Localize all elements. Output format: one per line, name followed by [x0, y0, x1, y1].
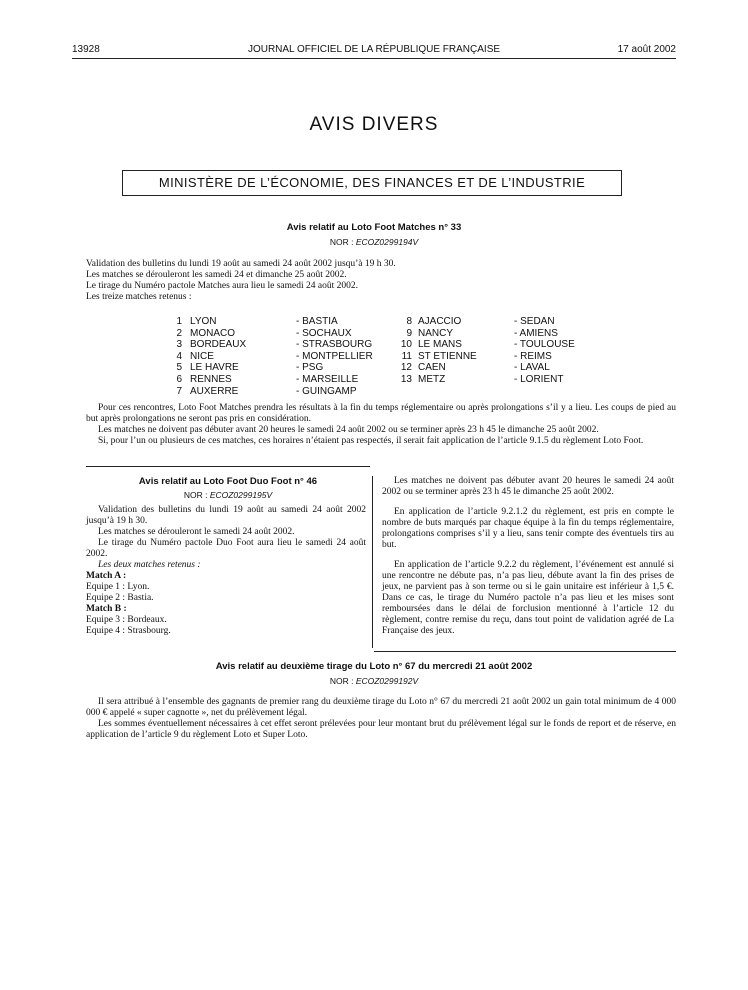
separator-rule — [374, 651, 676, 652]
paragraph: Les matches ne doivent pas débuter avant 20 heures le samedi 24 août 2002 ou se terminer après 23 h 45 le dimanche 25 août 2002. — [98, 425, 599, 435]
match-a-label: Match A : — [86, 571, 127, 581]
nor-code: ECOZ0299192V — [355, 676, 419, 686]
paragraph: En application de l’article 9.2.1.2 du règlement, est pris en compte le nombre de buts marqués par chaque équipe à la fin du temps réglementaire, prolongations comprises s’il y a lieu, sans tenir compte des éventuels tirs au but. — [382, 507, 674, 550]
match-row: 1 LYON - BASTIA — [176, 316, 338, 327]
match-row: 4 NICE - MONTPELLIER — [176, 350, 373, 362]
paragraph: Les matches se dérouleront le samedi 24 août 2002. — [98, 527, 295, 537]
journal-name: JOURNAL OFFICIEL DE LA RÉPUBLIQUE FRANÇAISE — [247, 44, 501, 55]
section2-nor — [86, 490, 370, 500]
matches-right-column — [396, 316, 594, 397]
paragraph: En application de l’article 9.2.2 du règlement, l’événement est annulé si une rencontre ne débute pas, n’a pas lieu, débute avant la fin des prises de jeux, ne parvient pas à son terme ou si le gain unitaire est inférieur à 1,5 €. Dans ce cas, le tirage du Numéro pactole n’a pas lieu et les mises sont remboursées dans le délai de forclusion mentionné à l’article 12 du règlement, contre remise du reçu, dans tout point de validation agréé de La Française des jeux. — [382, 560, 674, 636]
section2-right-text — [382, 476, 674, 637]
match-row: 5 LE HAVRE - PSG — [176, 362, 324, 374]
matches-left-column — [170, 316, 396, 397]
paragraph: Si, pour l’un ou plusieurs de ces matches, ces horaires n’étaient pas respectés, il serait fait application de l’article 9.1.5 du règlement Loto Foot. — [98, 436, 644, 446]
section3-text — [86, 697, 676, 741]
paragraph: Validation des bulletins du lundi 19 août au samedi 24 août 2002 jusqu’à 19 h 30. — [86, 259, 396, 269]
section3-title: Avis relatif au deuxième tirage du Loto n° 67 du mercredi 21 août 2002 — [215, 661, 533, 672]
match-row: 13 METZ - LORIENT — [400, 373, 564, 385]
match-row: 7 AUXERRE - GUINGAMP — [176, 385, 357, 397]
section2-left-text — [86, 505, 366, 637]
paragraph: Pour ces rencontres, Loto Foot Matches prendra les résultats à la fin du temps réglementaire ou après prolongations s’il y a lieu. Les coups de pied au but après prolongations ne seront pas pris en considération. — [86, 403, 676, 424]
match-row: 12 CAEN - LAVAL — [400, 362, 550, 374]
team-line: Equipe 4 : Strasbourg. — [86, 626, 171, 636]
page-title: AVIS DIVERS — [309, 114, 439, 135]
match-row: 6 RENNES - MARSEILLE — [176, 373, 359, 385]
team-line: Equipe 2 : Bastia. — [86, 593, 154, 603]
section1-intro — [86, 259, 676, 303]
nor-label: NOR : — [183, 490, 208, 500]
match-row: 3 BORDEAUX - STRASBOURG — [176, 339, 373, 351]
match-row: 9 NANCY - AMIENS — [406, 327, 558, 339]
section2-title: Avis relatif au Loto Foot Duo Foot n° 46 — [138, 476, 318, 487]
separator-rule — [86, 466, 370, 467]
paragraph: Il sera attribué à l’ensemble des gagnants de premier rang du deuxième tirage du Loto n° 67 du mercredi 21 août 2002 un gain total minimum de 4 000 000 € appelé « super cagnotte », net du prélèvement légal. — [86, 697, 676, 718]
match-row: 2 MONACO - SOCHAUX — [176, 327, 352, 339]
page-number: 13928 — [72, 44, 100, 55]
match-b-label: Match B : — [86, 604, 127, 614]
issue-date: 17 août 2002 — [617, 44, 676, 55]
ministry-box: MINISTÈRE DE L’ÉCONOMIE, DES FINANCES ET DE L’INDUSTRIE — [122, 170, 622, 196]
matches-table — [170, 316, 610, 397]
section1-title: Avis relatif au Loto Foot Matches n° 33 — [286, 222, 462, 233]
nor-label: NOR : — [329, 676, 354, 686]
paragraph: Les matches ne doivent pas débuter avant 20 heures le samedi 24 août 2002 ou se terminer après 23 h 45 le dimanche 25 août 2002. — [382, 476, 674, 497]
team-line: Equipe 3 : Bordeaux. — [86, 615, 167, 625]
paragraph: Les sommes éventuellement nécessaires à cet effet seront prélevées pour leur montant brut du prélèvement légal sur le fonds de report et de réserve, en application de l’article 9 du règlement Loto et Super Loto. — [86, 719, 676, 740]
section3-nor — [0, 676, 748, 686]
header-rule — [72, 58, 676, 59]
section1-rules — [86, 403, 676, 447]
paragraph: Le tirage du Numéro pactole Duo Foot aura lieu le samedi 24 août 2002. — [86, 538, 366, 559]
match-row: 8 AJACCIO - SEDAN — [406, 316, 555, 327]
paragraph: Le tirage du Numéro pactole Matches aura lieu le samedi 24 août 2002. — [86, 281, 358, 291]
match-row: 10 LE MANS - TOULOUSE — [400, 339, 575, 351]
nor-code: ECOZ0299194V — [355, 237, 419, 247]
nor-label: NOR : — [329, 237, 354, 247]
match-row: 11 ST ETIENNE - REIMS — [401, 350, 552, 362]
nor-code: ECOZ0299195V — [209, 490, 273, 500]
section1-nor — [0, 237, 748, 247]
retained-heading: Les deux matches retenus : — [98, 560, 201, 570]
team-line: Equipe 1 : Lyon. — [86, 582, 150, 592]
column-divider — [372, 476, 373, 648]
paragraph: Les matches se dérouleront les samedi 24 et dimanche 25 août 2002. — [86, 270, 347, 280]
paragraph: Les treize matches retenus : — [86, 292, 192, 302]
paragraph: Validation des bulletins du lundi 19 août au samedi 24 août 2002 jusqu’à 19 h 30. — [86, 505, 366, 526]
